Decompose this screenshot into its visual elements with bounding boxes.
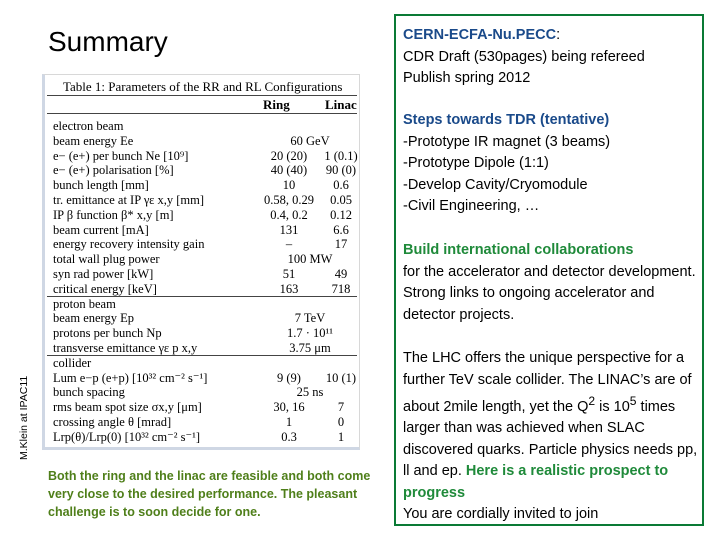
side-label: M.Klein at IPAC11 bbox=[18, 375, 30, 460]
row-value-shared: 100 MW bbox=[287, 252, 333, 267]
row-parameter: syn rad power [kW] bbox=[53, 267, 154, 281]
row-value-ring: 1 bbox=[285, 415, 293, 429]
tdr-heading: Steps towards TDR (tentative) bbox=[403, 112, 610, 128]
row-value-linac: 718 bbox=[331, 281, 351, 296]
row-parameter: transverse emittance γε p x,y bbox=[53, 341, 198, 355]
row-value-linac: 1 (0.1) bbox=[324, 148, 358, 163]
cdr-heading: CERN-ECFA-Nu.PECC bbox=[403, 27, 557, 43]
block-lhc bbox=[403, 348, 703, 526]
row-parameter: protons per bunch Np bbox=[53, 326, 162, 341]
table-row bbox=[53, 193, 355, 207]
col-ring: Ring bbox=[263, 97, 290, 112]
row-parameter: tr. emittance at IP γε x,y [mm] bbox=[53, 193, 205, 207]
row-value-shared: 7 TeV bbox=[294, 311, 326, 326]
row-parameter: electron beam bbox=[53, 119, 124, 133]
table-row bbox=[53, 252, 355, 266]
row-parameter: critical energy [keV] bbox=[53, 281, 157, 296]
lhc-sup-1: 2 bbox=[588, 394, 596, 408]
table-row bbox=[53, 356, 355, 370]
cdr-line1: CDR Draft (530pages) being refereed bbox=[403, 48, 645, 65]
row-parameter: Lum e−p (e+p) [10³² cm⁻² s⁻¹] bbox=[53, 370, 208, 385]
row-value-linac: 10 (1) bbox=[325, 370, 357, 385]
block-collaborations bbox=[403, 240, 703, 326]
row-parameter: beam current [mA] bbox=[53, 222, 149, 237]
row-value-ring: 0.58, 0.29 bbox=[264, 193, 314, 207]
lhc-text-c: times larger than was achieved when SLAC discovered quarks. Particle physics needs pp, ll and ep. bbox=[403, 398, 698, 480]
row-parameter: bunch length [mm] bbox=[53, 178, 149, 193]
row-value-ring: 0.3 bbox=[281, 429, 297, 444]
row-parameter: proton beam bbox=[53, 296, 116, 311]
row-value-linac: 90 (0) bbox=[325, 163, 357, 178]
row-value-shared: 1.7 · 10¹¹ bbox=[286, 326, 334, 341]
table-row bbox=[53, 148, 358, 163]
lhc-text-a: The LHC offers the unique perspective for a further TeV scale collider. The LINAC’s are of about 2mile length, yet the Q bbox=[403, 350, 692, 415]
table-row bbox=[53, 297, 355, 311]
table-row bbox=[53, 119, 355, 133]
row-value-ring: 51 bbox=[282, 267, 296, 281]
table-row bbox=[53, 400, 355, 414]
table-row bbox=[53, 341, 355, 355]
row-parameter: collider bbox=[53, 355, 92, 370]
row-value-linac: 0.12 bbox=[330, 207, 352, 222]
row-value-linac: 6.6 bbox=[333, 222, 349, 237]
table-row bbox=[53, 163, 355, 177]
row-value-ring: – bbox=[285, 237, 293, 252]
row-parameter: e− (e+) per bunch Ne [10⁹] bbox=[53, 148, 189, 163]
row-value-ring: 0.4, 0.2 bbox=[270, 207, 308, 222]
row-parameter: bunch spacing bbox=[53, 385, 125, 400]
table-row bbox=[53, 178, 355, 192]
table-row bbox=[53, 237, 355, 251]
row-parameter: beam energy Ee bbox=[53, 133, 134, 148]
row-parameter: Lrp(θ)/Lrp(0) [10³² cm⁻² s⁻¹] bbox=[53, 429, 200, 444]
collab-text: for the accelerator and detector development. Strong links to ongoing accelerator and detector projects. bbox=[403, 263, 696, 323]
row-value-linac: 7 bbox=[337, 400, 345, 415]
row-value-linac: 1 bbox=[337, 429, 345, 444]
table-row bbox=[53, 223, 355, 237]
cdr-colon: : bbox=[556, 27, 561, 43]
row-value-linac: 17 bbox=[334, 237, 348, 252]
table-caption: Table 1: Parameters of the RR and RL Configurations bbox=[63, 79, 343, 94]
row-value-ring: 40 (40) bbox=[270, 163, 308, 178]
lhc-sup-2: 5 bbox=[629, 394, 637, 408]
row-parameter: crossing angle θ [mrad] bbox=[53, 415, 172, 429]
row-value-shared: 3.75 μm bbox=[289, 341, 331, 355]
parameters-table bbox=[42, 74, 360, 450]
table-row bbox=[53, 385, 355, 399]
table-group-rule bbox=[47, 296, 357, 297]
row-parameter: energy recovery intensity gain bbox=[53, 237, 205, 252]
table-row bbox=[53, 415, 355, 429]
row-value-ring: 9 (9) bbox=[277, 370, 301, 385]
row-parameter: rms beam spot size σx,y [μm] bbox=[53, 400, 202, 415]
collab-heading: Build international collaborations bbox=[403, 242, 634, 258]
table-row bbox=[53, 134, 355, 148]
table-row bbox=[53, 267, 355, 281]
row-value-ring: 163 bbox=[279, 281, 299, 296]
block-cdr bbox=[403, 25, 703, 90]
col-linac: Linac bbox=[325, 97, 357, 112]
row-value-linac: 49 bbox=[334, 267, 348, 281]
table-group-rule bbox=[47, 355, 357, 356]
table-row bbox=[53, 371, 355, 385]
block-tdr bbox=[403, 110, 703, 218]
row-value-ring: 131 bbox=[279, 222, 299, 237]
row-value-ring: 30, 16 bbox=[273, 400, 305, 415]
row-value-ring: 10 bbox=[282, 178, 296, 193]
bottom-note: Both the ring and the linac are feasible and both come very close to the desired performance. The pleasant challenge is to soon decide for one. bbox=[48, 469, 371, 519]
tdr-item: -Prototype Dipole (1:1) bbox=[403, 155, 549, 171]
table-row bbox=[53, 208, 355, 222]
row-parameter: IP β function β* x,y [m] bbox=[53, 207, 174, 222]
row-parameter: total wall plug power bbox=[53, 252, 160, 267]
tdr-item: -Develop Cavity/Cryomodule bbox=[403, 176, 588, 193]
slide-title: Summary bbox=[48, 26, 168, 57]
table-rule-bottom bbox=[47, 447, 357, 448]
row-value-linac: 0.6 bbox=[333, 178, 349, 193]
lhc-text-b: is 10 bbox=[595, 398, 630, 415]
table-row bbox=[53, 326, 355, 340]
lhc-green-text: Here is a realistic prospect to progress bbox=[403, 463, 669, 501]
row-value-linac: 0 bbox=[337, 415, 345, 429]
row-parameter: beam energy Ep bbox=[53, 311, 134, 326]
tdr-item: -Civil Engineering, … bbox=[403, 198, 540, 214]
cdr-line2: Publish spring 2012 bbox=[403, 70, 531, 86]
table-row bbox=[53, 430, 355, 444]
row-value-shared: 25 ns bbox=[296, 385, 324, 400]
row-value-ring: 20 (20) bbox=[270, 148, 308, 163]
row-value-linac: 0.05 bbox=[330, 193, 352, 207]
table-rule-top bbox=[47, 95, 357, 96]
table-rule-header bbox=[47, 113, 357, 114]
tdr-item: -Prototype IR magnet (3 beams) bbox=[403, 133, 611, 150]
table-row bbox=[53, 282, 355, 296]
row-value-shared: 60 GeV bbox=[290, 133, 330, 148]
lhc-invite: You are cordially invited to join bbox=[403, 506, 599, 523]
table-row bbox=[53, 311, 355, 325]
row-parameter: e− (e+) polarisation [%] bbox=[53, 163, 174, 178]
